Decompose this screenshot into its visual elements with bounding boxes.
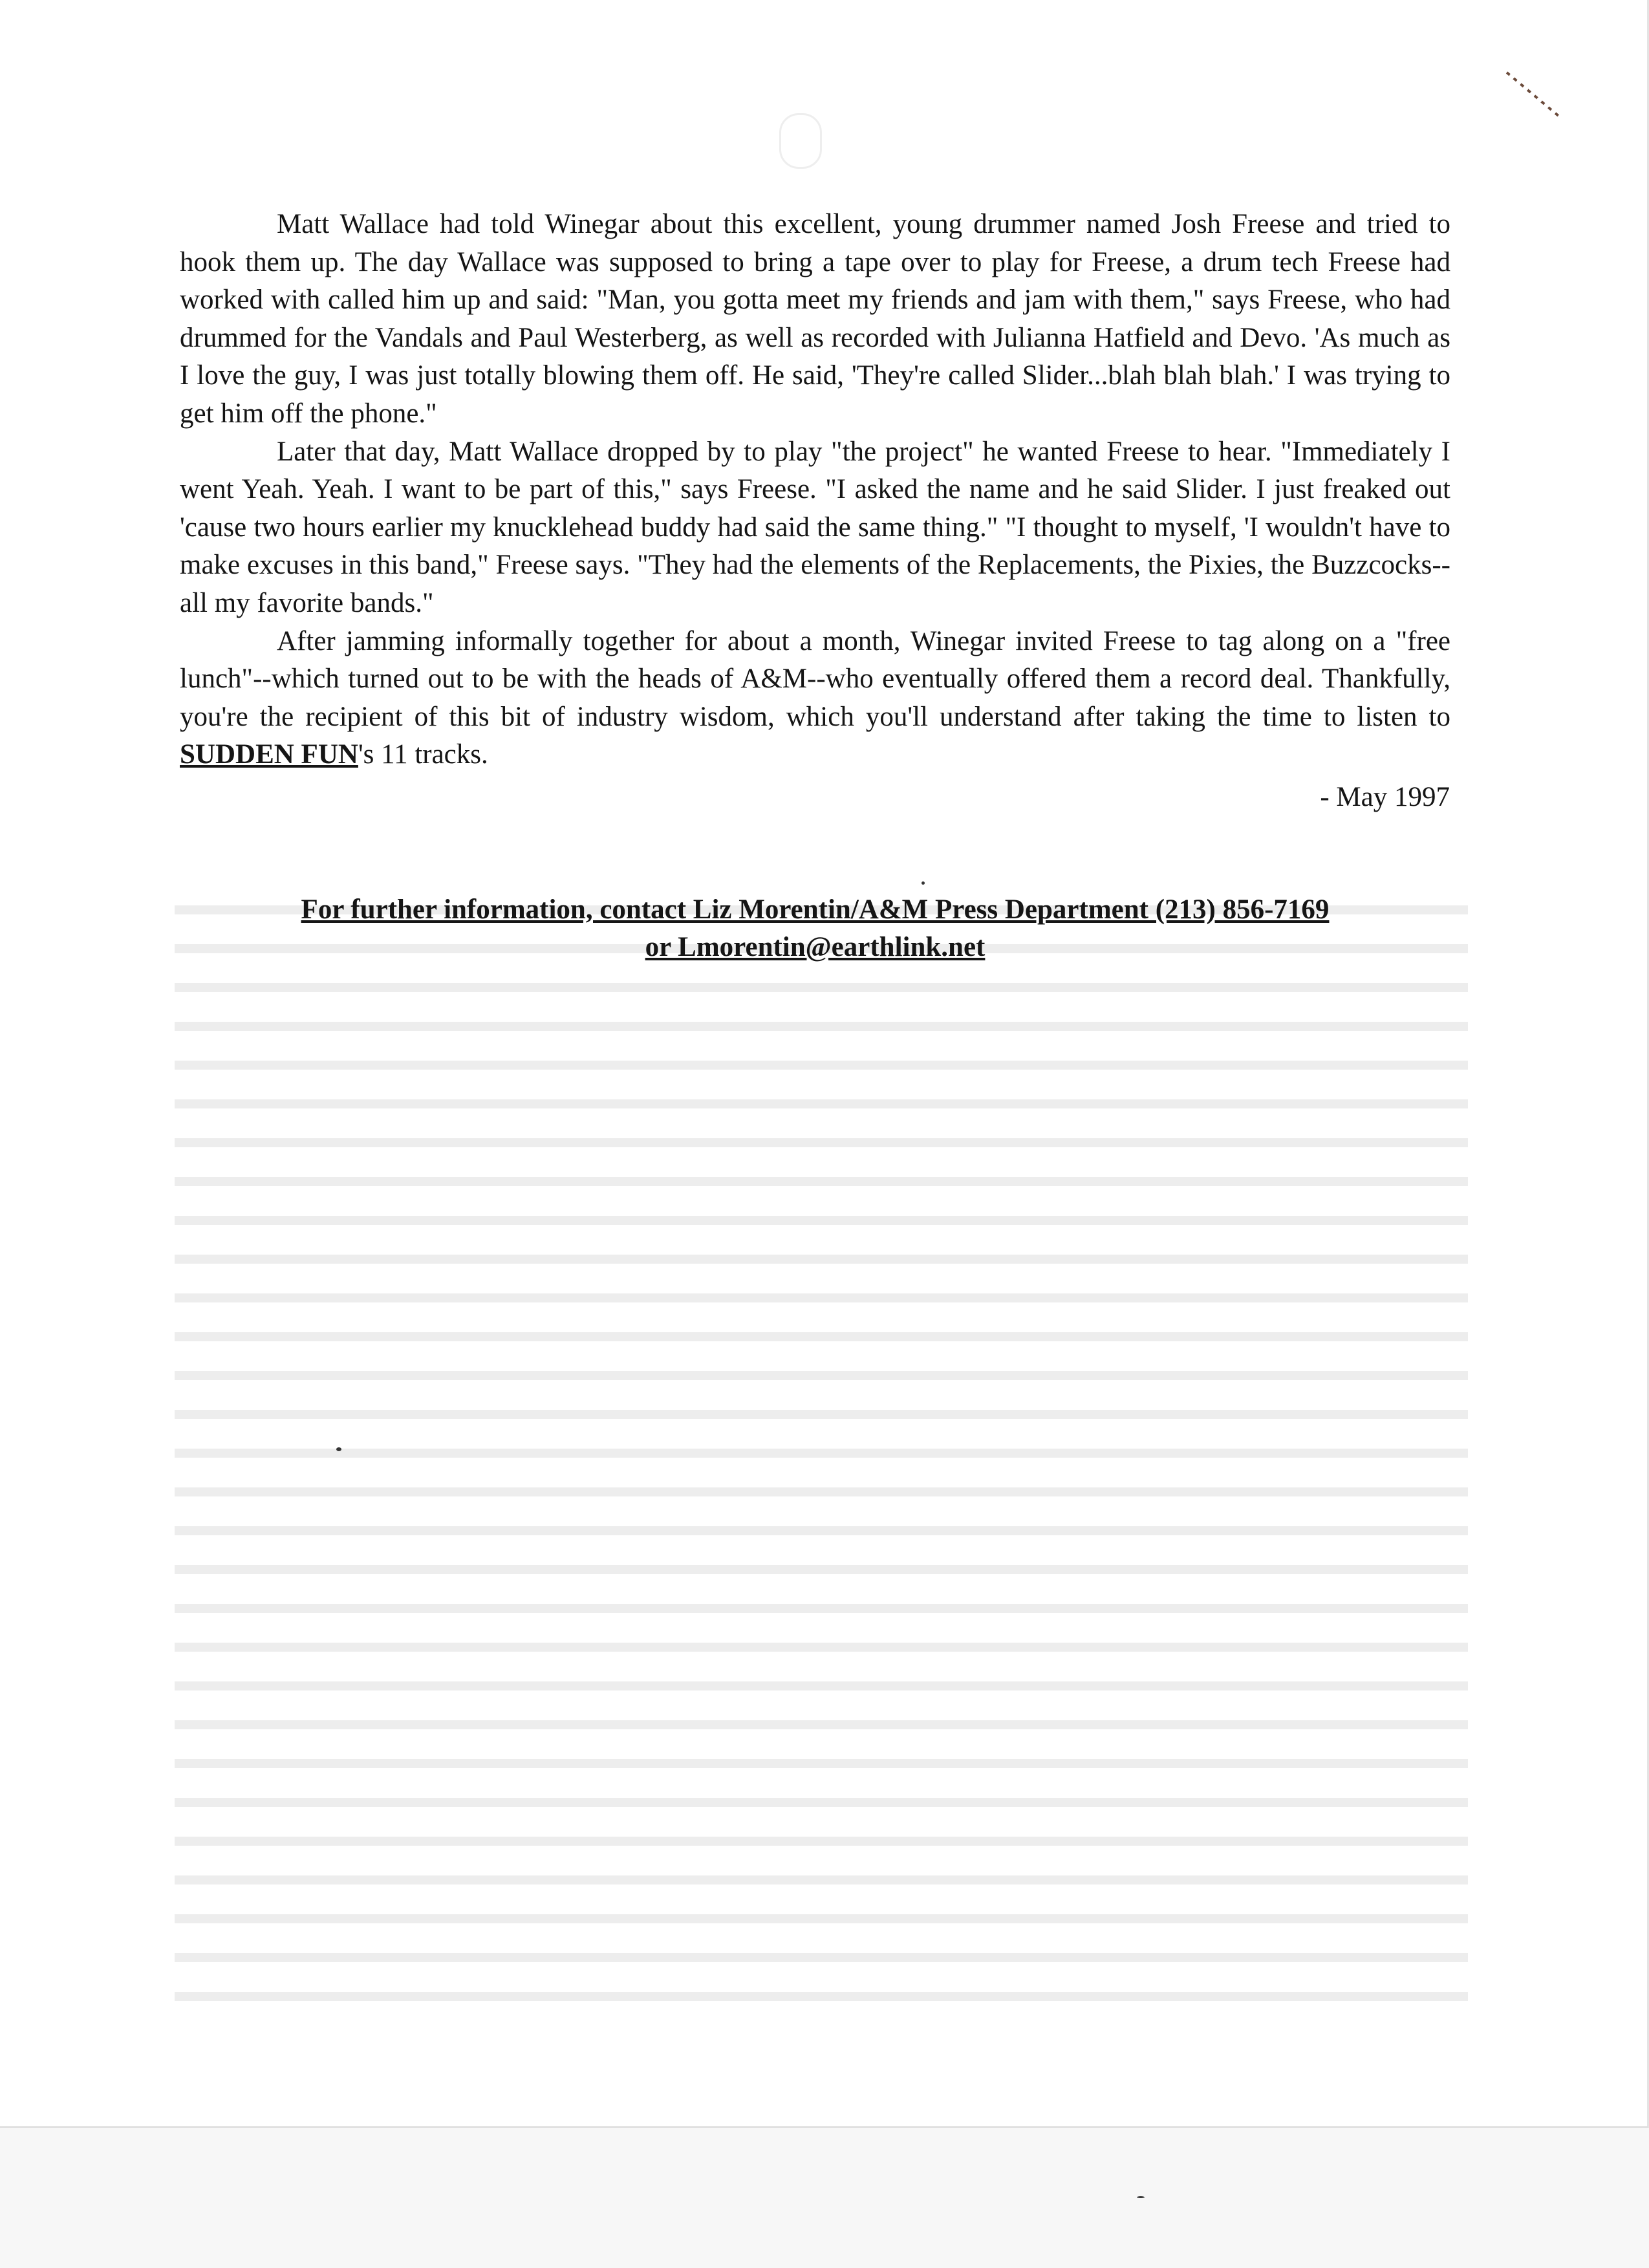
article-body: [180, 206, 1450, 774]
album-title: SUDDEN FUN: [180, 739, 358, 770]
dateline: - May 1997: [1320, 782, 1450, 812]
show-through-text: [175, 886, 1468, 2024]
paragraph-3-text: After jamming informally together for about a month, Winegar invited Freese to tag along on a "free lunch"--which turned out to be with the heads of A&M--who eventually offered them a record deal. Thankfully, you're the recipient of this bit of industry wisdom, which you'll understand after taking the time to listen to: [180, 625, 1450, 732]
contact-line-1: For further information, contact Liz Morentin/A&M Press Department (213) 856-7169: [301, 894, 1330, 925]
paper-speck: [1137, 2196, 1145, 2198]
contact-email-line: or Lmorentin@earthlink.net: [645, 932, 986, 962]
paragraph-2: Later that day, Matt Wallace dropped by to play "the project" he wanted Freese to hear. "Immediately I went Yeah. Yeah. I want to be part of this," says Freese. "I asked the name and he said Slider. I just freaked out 'cause two hours earlier my knucklehead buddy had said the same thing." "I thought to myself, 'I wouldn't have to make excuses in this band," Freese says. "They had the elements of the Replacements, the Pixies, the Buzzcocks--all my favorite bands.": [180, 436, 1450, 618]
paragraph-3-end: 's 11 tracks.: [358, 739, 488, 770]
paper-speck: [921, 881, 925, 885]
contact-info: [180, 891, 1450, 966]
paragraph-1: Matt Wallace had told Winegar about this excellent, young drummer named Josh Freese and tried to hook them up. The day Wallace was supposed to bring a tape over to play for Freese, a drum tech Freese had worked with called him up and said: "Man, you gotta meet my friends and jam with them," says Freese, who had drummed for the Vandals and Paul Westerberg, as well as recorded with Julianna Hatfield and Devo. 'As much as I love the guy, I was just totally blowing them off. He said, 'They're called Slider...blah blah blah.' I was trying to get him off the phone.": [180, 209, 1450, 429]
paper-speck: [336, 1447, 341, 1451]
paragraph-3: [180, 623, 1450, 774]
faint-stamp-mark: [779, 113, 822, 169]
scan-margin: [0, 2128, 1649, 2268]
